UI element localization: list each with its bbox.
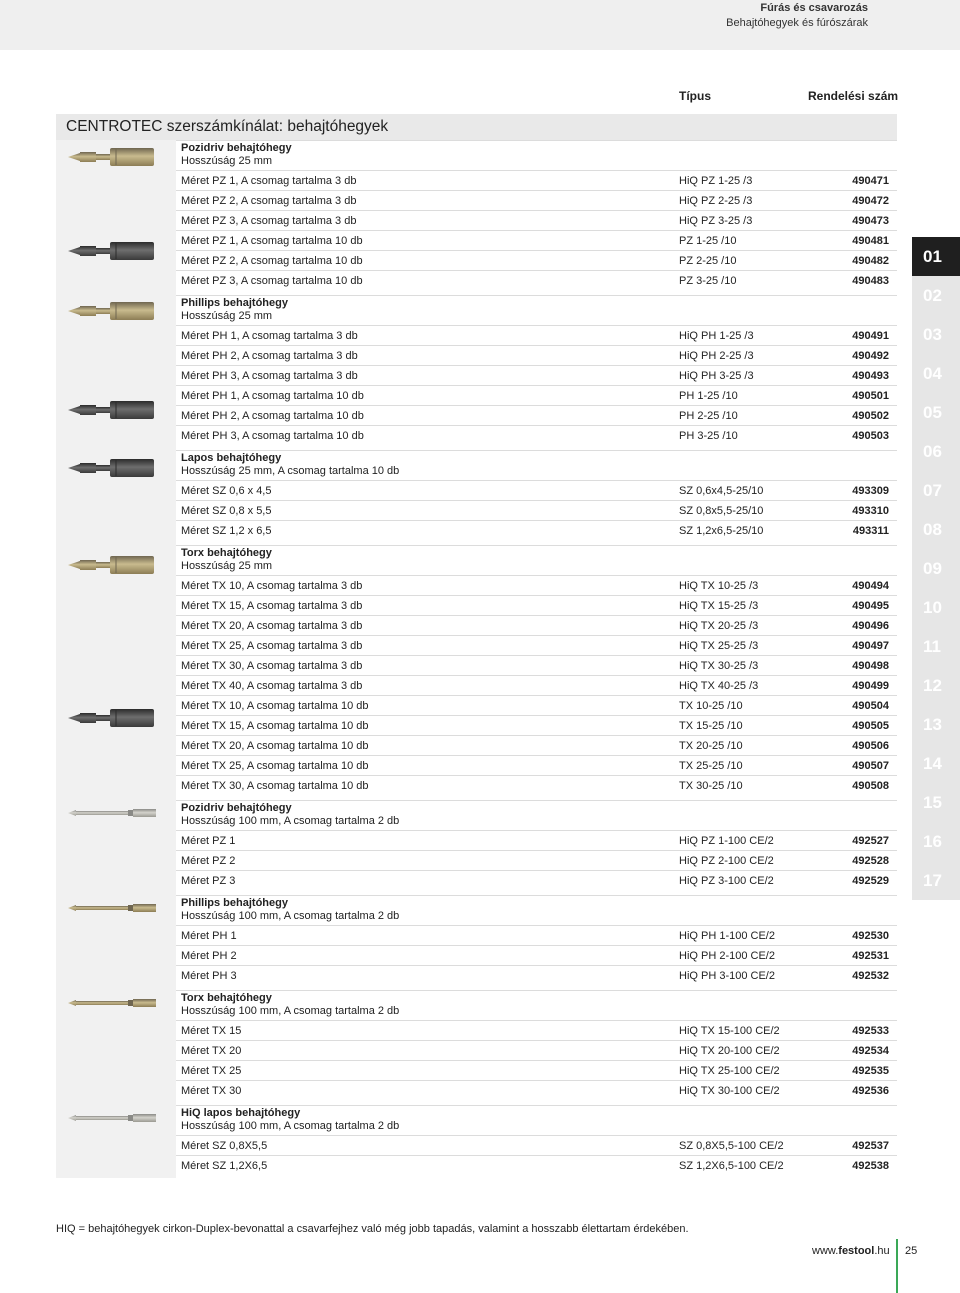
table-row bbox=[176, 500, 897, 520]
order-number: 490499 bbox=[852, 680, 889, 692]
type-code: SZ 1,2x6,5-25/10 bbox=[679, 525, 764, 537]
table-row bbox=[176, 850, 897, 870]
size-description: Méret PZ 2, A csomag tartalma 3 db bbox=[181, 195, 357, 207]
size-description: Méret SZ 0,8X5,5 bbox=[181, 1140, 268, 1152]
order-number: 492528 bbox=[852, 855, 889, 867]
type-code: HiQ PH 2-100 CE/2 bbox=[679, 950, 775, 962]
order-number: 492527 bbox=[852, 835, 889, 847]
type-code: HiQ TX 30-25 /3 bbox=[679, 660, 759, 672]
table-row bbox=[176, 190, 897, 210]
type-code: HiQ PH 2-25 /3 bbox=[679, 350, 754, 362]
type-code: HiQ TX 10-25 /3 bbox=[679, 580, 759, 592]
type-code: HiQ PH 3-100 CE/2 bbox=[679, 970, 775, 982]
type-code: TX 15-25 /10 bbox=[679, 720, 743, 732]
type-code: HiQ PH 1-100 CE/2 bbox=[679, 930, 775, 942]
chapter-tab-01[interactable]: 01 bbox=[912, 237, 960, 276]
table-row bbox=[176, 675, 897, 695]
table-row bbox=[176, 405, 897, 425]
table-row bbox=[176, 1040, 897, 1060]
table-row bbox=[176, 1060, 897, 1080]
order-number: 492530 bbox=[852, 930, 889, 942]
table-row bbox=[176, 755, 897, 775]
type-code: HiQ TX 40-25 /3 bbox=[679, 680, 759, 692]
table-row bbox=[176, 965, 897, 985]
group-subtitle-text: Hosszúság 100 mm, A csomag tartalma 2 db bbox=[181, 910, 400, 922]
order-number: 492538 bbox=[852, 1160, 889, 1172]
order-number: 490503 bbox=[852, 430, 889, 442]
order-number: 490483 bbox=[852, 275, 889, 287]
order-number: 490507 bbox=[852, 760, 889, 772]
size-description: Méret SZ 0,8 x 5,5 bbox=[181, 505, 272, 517]
order-number: 493310 bbox=[852, 505, 889, 517]
group-title-text: Phillips behajtóhegy bbox=[181, 897, 288, 909]
group-title-text: Torx behajtóhegy bbox=[181, 547, 272, 559]
type-code: PH 1-25 /10 bbox=[679, 390, 738, 402]
size-description: Méret TX 15, A csomag tartalma 10 db bbox=[181, 720, 369, 732]
chapter-tab-11[interactable]: 11 bbox=[912, 627, 960, 666]
order-number: 490497 bbox=[852, 640, 889, 652]
type-code: HiQ PH 3-25 /3 bbox=[679, 370, 754, 382]
order-number: 490498 bbox=[852, 660, 889, 672]
chapter-tab-04[interactable]: 04 bbox=[912, 354, 960, 393]
type-code: HiQ TX 20-25 /3 bbox=[679, 620, 759, 632]
type-code: TX 30-25 /10 bbox=[679, 780, 743, 792]
size-description: Méret PZ 1 bbox=[181, 835, 236, 847]
table-row bbox=[176, 250, 897, 270]
group-subtitle-text: Hosszúság 25 mm bbox=[181, 560, 273, 572]
type-code: HiQ PZ 1-100 CE/2 bbox=[679, 835, 774, 847]
type-code: HiQ PZ 1-25 /3 bbox=[679, 175, 753, 187]
size-description: Méret PH 2, A csomag tartalma 10 db bbox=[181, 410, 364, 422]
order-number: 490492 bbox=[852, 350, 889, 362]
table-row bbox=[176, 1155, 897, 1175]
group-subtitle-text: Hosszúság 100 mm, A csomag tartalma 2 db bbox=[181, 1120, 400, 1132]
order-number: 490508 bbox=[852, 780, 889, 792]
group-subtitle bbox=[176, 560, 897, 575]
size-description: Méret TX 10, A csomag tartalma 10 db bbox=[181, 700, 369, 712]
size-description: Méret SZ 0,6 x 4,5 bbox=[181, 485, 272, 497]
torx-bit-gold-icon bbox=[66, 552, 158, 578]
table-row bbox=[176, 735, 897, 755]
url-prefix: www. bbox=[812, 1245, 839, 1257]
order-number: 490495 bbox=[852, 600, 889, 612]
size-description: Méret PH 3, A csomag tartalma 3 db bbox=[181, 370, 358, 382]
group-title-text: Torx behajtóhegy bbox=[181, 992, 272, 1004]
size-description: Méret SZ 1,2X6,5 bbox=[181, 1160, 268, 1172]
slotted-bit-dark-icon bbox=[66, 455, 158, 481]
type-code: HiQ PH 1-25 /3 bbox=[679, 330, 754, 342]
order-number: 490501 bbox=[852, 390, 889, 402]
group-title bbox=[176, 1105, 897, 1120]
table-row bbox=[176, 170, 897, 190]
size-description: Méret PZ 1, A csomag tartalma 10 db bbox=[181, 235, 363, 247]
order-number: 490482 bbox=[852, 255, 889, 267]
order-number: 492536 bbox=[852, 1085, 889, 1097]
size-description: Méret TX 30 bbox=[181, 1085, 242, 1097]
group-subtitle bbox=[176, 815, 897, 830]
group-subtitle-text: Hosszúság 25 mm bbox=[181, 310, 273, 322]
type-code: SZ 0,8x5,5-25/10 bbox=[679, 505, 764, 517]
order-number: 490473 bbox=[852, 215, 889, 227]
order-number: 490481 bbox=[852, 235, 889, 247]
group-title bbox=[176, 295, 897, 310]
type-code: TX 20-25 /10 bbox=[679, 740, 743, 752]
type-code: PZ 3-25 /10 bbox=[679, 275, 737, 287]
order-number: 492531 bbox=[852, 950, 889, 962]
group-title bbox=[176, 800, 897, 815]
group-subtitle-text: Hosszúság 25 mm bbox=[181, 155, 273, 167]
group-subtitle-text: Hosszúság 100 mm, A csomag tartalma 2 db bbox=[181, 815, 400, 827]
order-number: 492533 bbox=[852, 1025, 889, 1037]
size-description: Méret TX 20, A csomag tartalma 10 db bbox=[181, 740, 369, 752]
type-code: HiQ TX 15-100 CE/2 bbox=[679, 1025, 780, 1037]
group-title-text: HiQ lapos behajtóhegy bbox=[181, 1107, 301, 1119]
chapter-tabs bbox=[912, 237, 960, 900]
order-number: 493309 bbox=[852, 485, 889, 497]
column-header-type: Típus bbox=[679, 89, 711, 103]
size-description: Méret TX 15, A csomag tartalma 3 db bbox=[181, 600, 363, 612]
type-code: TX 25-25 /10 bbox=[679, 760, 743, 772]
type-code: HiQ TX 30-100 CE/2 bbox=[679, 1085, 780, 1097]
type-code: HiQ PZ 2-100 CE/2 bbox=[679, 855, 774, 867]
group-title bbox=[176, 895, 897, 910]
order-number: 490502 bbox=[852, 410, 889, 422]
pozidriv-bit-dark-icon bbox=[66, 238, 158, 264]
type-code: PZ 1-25 /10 bbox=[679, 235, 737, 247]
group-subtitle bbox=[176, 465, 897, 480]
chapter-tab-15[interactable]: 15 bbox=[912, 783, 960, 822]
group-subtitle-text: Hosszúság 25 mm, A csomag tartalma 10 db bbox=[181, 465, 400, 477]
table-row bbox=[176, 715, 897, 735]
group-subtitle bbox=[176, 310, 897, 325]
chapter-tab-12[interactable]: 12 bbox=[912, 666, 960, 705]
type-code: PH 3-25 /10 bbox=[679, 430, 738, 442]
size-description: Méret PH 1 bbox=[181, 930, 237, 942]
group-title-text: Pozidriv behajtóhegy bbox=[181, 802, 292, 814]
type-code: SZ 0,8X5,5-100 CE/2 bbox=[679, 1140, 784, 1152]
size-description: Méret TX 25 bbox=[181, 1065, 242, 1077]
chapter-tab-16[interactable]: 16 bbox=[912, 822, 960, 861]
phillips-bit-gold-icon bbox=[66, 298, 158, 324]
type-code: HiQ PZ 2-25 /3 bbox=[679, 195, 753, 207]
order-number: 493311 bbox=[852, 525, 889, 537]
size-description: Méret PZ 2 bbox=[181, 855, 236, 867]
chapter-tab-14[interactable]: 14 bbox=[912, 744, 960, 783]
type-code: HiQ TX 25-100 CE/2 bbox=[679, 1065, 780, 1077]
table-row bbox=[176, 655, 897, 675]
type-code: PH 2-25 /10 bbox=[679, 410, 738, 422]
order-number: 490504 bbox=[852, 700, 889, 712]
type-code: HiQ TX 15-25 /3 bbox=[679, 600, 759, 612]
section-title: CENTROTEC szerszámkínálat: behajtóhegyek bbox=[56, 114, 897, 140]
type-code: HiQ TX 20-100 CE/2 bbox=[679, 1045, 780, 1057]
page-accent-bar bbox=[896, 1239, 898, 1293]
url-brand: festool bbox=[838, 1245, 875, 1257]
pozidriv-long-bit-icon bbox=[66, 800, 158, 826]
footnote: HIQ = behajtóhegyek cirkon-Duplex-bevonattal a csavarfejhez való még jobb tapadás, valamint a hosszabb élettartam érdekében. bbox=[56, 1223, 689, 1235]
type-code: SZ 0,6x4,5-25/10 bbox=[679, 485, 764, 497]
order-number: 490494 bbox=[852, 580, 889, 592]
table-row bbox=[176, 775, 897, 795]
size-description: Méret PZ 3 bbox=[181, 875, 236, 887]
group-subtitle bbox=[176, 1005, 897, 1020]
torx-bit-dark-icon bbox=[66, 705, 158, 731]
order-number: 492529 bbox=[852, 875, 889, 887]
table-row bbox=[176, 695, 897, 715]
order-number: 490472 bbox=[852, 195, 889, 207]
group-subtitle bbox=[176, 910, 897, 925]
phillips-bit-dark-icon bbox=[66, 397, 158, 423]
pozidriv-bit-gold-icon bbox=[66, 144, 158, 170]
chapter-tab-17[interactable]: 17 bbox=[912, 861, 960, 900]
chapter-tab-10[interactable]: 10 bbox=[912, 588, 960, 627]
group-title-text: Phillips behajtóhegy bbox=[181, 297, 288, 309]
phillips-long-bit-icon bbox=[66, 895, 158, 921]
table-row bbox=[176, 575, 897, 595]
size-description: Méret PH 3 bbox=[181, 970, 237, 982]
table-row bbox=[176, 345, 897, 365]
type-code: SZ 1,2X6,5-100 CE/2 bbox=[679, 1160, 784, 1172]
size-description: Méret SZ 1,2 x 6,5 bbox=[181, 525, 272, 537]
chapter-tab-09[interactable]: 09 bbox=[912, 549, 960, 588]
size-description: Méret TX 15 bbox=[181, 1025, 242, 1037]
order-number: 492535 bbox=[852, 1065, 889, 1077]
table-row bbox=[176, 925, 897, 945]
type-code: HiQ TX 25-25 /3 bbox=[679, 640, 759, 652]
size-description: Méret PZ 3, A csomag tartalma 10 db bbox=[181, 275, 363, 287]
size-description: Méret PH 2 bbox=[181, 950, 237, 962]
order-number: 490491 bbox=[852, 330, 889, 342]
size-description: Méret PZ 3, A csomag tartalma 3 db bbox=[181, 215, 357, 227]
table-row bbox=[176, 595, 897, 615]
table-row bbox=[176, 1135, 897, 1155]
group-title bbox=[176, 140, 897, 155]
table-row bbox=[176, 230, 897, 250]
website-link[interactable] bbox=[812, 1245, 890, 1257]
table-row bbox=[176, 520, 897, 540]
chapter-tab-13[interactable]: 13 bbox=[912, 705, 960, 744]
table-row bbox=[176, 615, 897, 635]
torx-long-bit-icon bbox=[66, 990, 158, 1016]
type-code: HiQ PZ 3-25 /3 bbox=[679, 215, 753, 227]
order-number: 490471 bbox=[852, 175, 889, 187]
table-row bbox=[176, 270, 897, 290]
table-row bbox=[176, 870, 897, 890]
group-title bbox=[176, 450, 897, 465]
group-subtitle-text: Hosszúság 100 mm, A csomag tartalma 2 db bbox=[181, 1005, 400, 1017]
chapter-tab-06[interactable]: 06 bbox=[912, 432, 960, 471]
table-row bbox=[176, 830, 897, 850]
size-description: Méret PZ 1, A csomag tartalma 3 db bbox=[181, 175, 357, 187]
group-title bbox=[176, 990, 897, 1005]
order-number: 492534 bbox=[852, 1045, 889, 1057]
size-description: Méret PH 3, A csomag tartalma 10 db bbox=[181, 430, 364, 442]
type-code: TX 10-25 /10 bbox=[679, 700, 743, 712]
size-description: Méret TX 25, A csomag tartalma 3 db bbox=[181, 640, 363, 652]
table-row bbox=[176, 385, 897, 405]
order-number: 492532 bbox=[852, 970, 889, 982]
type-code: HiQ PZ 3-100 CE/2 bbox=[679, 875, 774, 887]
size-description: Méret PH 1, A csomag tartalma 3 db bbox=[181, 330, 358, 342]
table-row bbox=[176, 1080, 897, 1100]
size-description: Méret TX 40, A csomag tartalma 3 db bbox=[181, 680, 363, 692]
chapter-title: Fúrás és csavarozás bbox=[760, 2, 868, 14]
order-number: 490506 bbox=[852, 740, 889, 752]
table-row bbox=[176, 480, 897, 500]
group-subtitle bbox=[176, 1120, 897, 1135]
table-row bbox=[176, 945, 897, 965]
group-title-text: Lapos behajtóhegy bbox=[181, 452, 282, 464]
order-number: 490505 bbox=[852, 720, 889, 732]
table-row bbox=[176, 325, 897, 345]
page-number: 25 bbox=[905, 1245, 918, 1257]
table-row bbox=[176, 365, 897, 385]
table-row bbox=[176, 210, 897, 230]
group-subtitle bbox=[176, 155, 897, 170]
size-description: Méret PH 1, A csomag tartalma 10 db bbox=[181, 390, 364, 402]
url-suffix: .hu bbox=[874, 1245, 890, 1257]
size-description: Méret TX 10, A csomag tartalma 3 db bbox=[181, 580, 363, 592]
chapter-tab-05[interactable]: 05 bbox=[912, 393, 960, 432]
size-description: Méret PH 2, A csomag tartalma 3 db bbox=[181, 350, 358, 362]
size-description: Méret TX 30, A csomag tartalma 3 db bbox=[181, 660, 363, 672]
chapter-tab-07[interactable]: 07 bbox=[912, 471, 960, 510]
group-title-text: Pozidriv behajtóhegy bbox=[181, 142, 292, 154]
size-description: Méret TX 20, A csomag tartalma 3 db bbox=[181, 620, 363, 632]
chapter-tab-08[interactable]: 08 bbox=[912, 510, 960, 549]
chapter-tab-03[interactable]: 03 bbox=[912, 315, 960, 354]
chapter-tab-02[interactable]: 02 bbox=[912, 276, 960, 315]
size-description: Méret TX 25, A csomag tartalma 10 db bbox=[181, 760, 369, 772]
table-row bbox=[176, 425, 897, 445]
size-description: Méret TX 20 bbox=[181, 1045, 242, 1057]
slotted-long-bit-icon bbox=[66, 1105, 158, 1131]
order-number: 490496 bbox=[852, 620, 889, 632]
group-title bbox=[176, 545, 897, 560]
size-description: Méret TX 30, A csomag tartalma 10 db bbox=[181, 780, 369, 792]
type-code: PZ 2-25 /10 bbox=[679, 255, 737, 267]
page-header-bar bbox=[0, 0, 960, 50]
column-header-order-number: Rendelési szám bbox=[808, 89, 899, 103]
size-description: Méret PZ 2, A csomag tartalma 10 db bbox=[181, 255, 363, 267]
order-number: 490493 bbox=[852, 370, 889, 382]
order-number: 492537 bbox=[852, 1140, 889, 1152]
table-row bbox=[176, 635, 897, 655]
chapter-subtitle: Behajtóhegyek és fúrószárak bbox=[726, 17, 868, 29]
table-row bbox=[176, 1020, 897, 1040]
